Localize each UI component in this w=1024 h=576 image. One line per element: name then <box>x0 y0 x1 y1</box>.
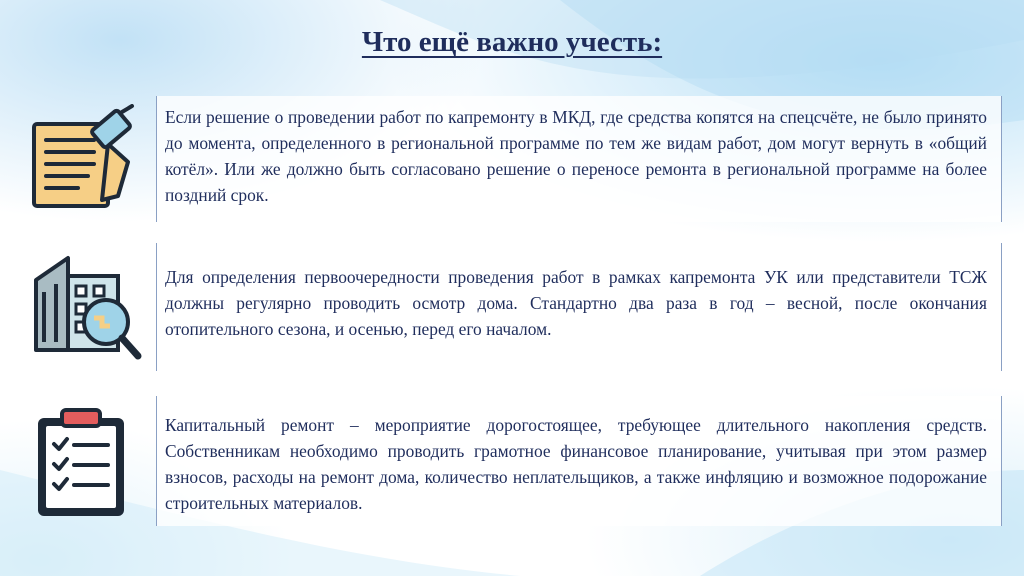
page-title: Что ещё важно учесть: <box>361 26 663 58</box>
info-text-2: Для определения первоочередности проведения работ в рамках капремонта УК или представители ТСЖ должны регулярно проводить осмотр дома. Стандартно два раза в год – весной, после окончания отопительного сезона, и осенью, перед его началом. <box>165 267 987 339</box>
info-card-3 <box>156 396 1002 526</box>
document-pen-icon <box>28 104 140 210</box>
info-text-3: Капитальный ремонт – мероприятие дорогостоящее, требующее длительного накопления средств. Собственникам необходимо проводить грамотное финансовое планирование, учитывая при этом размер взносов, расходы на ремонт дома, количество неплательщиков, а также инфляцию и возможное подорожание строительных материалов. <box>165 415 987 513</box>
info-card-2 <box>156 243 1002 371</box>
info-text-1: Если решение о проведении работ по капремонту в МКД, где средства копятся на спецсчёте, не было принято до момента, определенного в региональной программе по тем же видам работ, дом могут вернуть в «общий котёл». Или же должно быть согласовано решение о переносе ремонта в региональной программе на более поздний срок. <box>165 107 987 205</box>
clipboard-checklist-icon <box>34 406 130 520</box>
building-magnifier-icon <box>28 252 144 364</box>
info-card-1 <box>156 96 1002 222</box>
